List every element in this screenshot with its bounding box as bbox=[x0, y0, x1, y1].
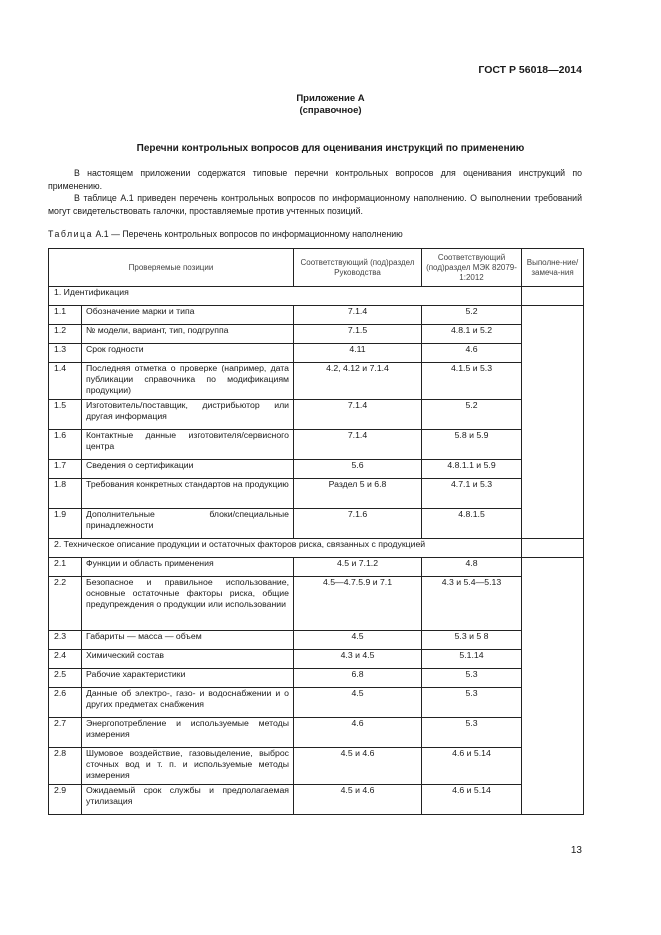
column-header-manual: Соответствующий (под)раздел Руководства bbox=[294, 249, 422, 287]
row-number-cell: 2.2 bbox=[49, 577, 82, 631]
iec-section-cell: 4.1.5 и 5.3 bbox=[422, 363, 522, 400]
iec-section-cell: 5.3 и 5 8 bbox=[422, 631, 522, 650]
row-number-cell: 2.4 bbox=[49, 650, 82, 669]
row-number-cell: 1.3 bbox=[49, 344, 82, 363]
manual-section-cell: 4.5 bbox=[294, 631, 422, 650]
row-number-cell: 2.6 bbox=[49, 688, 82, 718]
row-number-cell: 1.4 bbox=[49, 363, 82, 400]
manual-section-cell: 4.2, 4.12 и 7.1.4 bbox=[294, 363, 422, 400]
column-header-iec: Соответствующий (под)раздел МЭК 82079-1:2012 bbox=[422, 249, 522, 287]
position-text-cell: Функции и область применения bbox=[82, 558, 294, 577]
position-text-cell: № модели, вариант, тип, подгруппа bbox=[82, 325, 294, 344]
table-row bbox=[49, 306, 584, 325]
row-number-cell: 1.7 bbox=[49, 460, 82, 479]
section-title: Перечни контрольных вопросов для оценивания инструкций по применению bbox=[136, 143, 525, 154]
iec-section-cell: 5.2 bbox=[422, 306, 522, 325]
iec-section-cell: 5.3 bbox=[422, 718, 522, 748]
intro-paragraph: В настоящем приложении содержатся типовые перечни контрольных вопросов для оценивания инструкций по применению. bbox=[48, 168, 582, 191]
row-number-cell: 1.2 bbox=[49, 325, 82, 344]
manual-section-cell: 4.5 и 4.6 bbox=[294, 748, 422, 785]
manual-section-cell: 4.5 и 7.1.2 bbox=[294, 558, 422, 577]
table-header-row bbox=[49, 249, 584, 287]
table-row bbox=[49, 460, 584, 479]
iec-section-cell: 4.6 и 5.14 bbox=[422, 748, 522, 785]
position-text-cell: Дополнительные блоки/специальные принадлежности bbox=[82, 509, 294, 539]
table-row bbox=[49, 558, 584, 577]
done-cell bbox=[522, 539, 584, 558]
row-number-cell: 2.9 bbox=[49, 785, 82, 815]
position-text-cell: Шумовое воздействие, газовыделение, выброс сточных вод и т. п. и используемые методы измерения bbox=[82, 748, 294, 785]
iec-section-cell: 4.3 и 5.4—5.13 bbox=[422, 577, 522, 631]
row-number-cell: 1.1 bbox=[49, 306, 82, 325]
iec-section-cell: 5.8 и 5.9 bbox=[422, 430, 522, 460]
position-text-cell: Обозначение марки и типа bbox=[82, 306, 294, 325]
table-row bbox=[49, 748, 584, 785]
section-title-cell: 1. Идентификация bbox=[49, 287, 522, 306]
section-title-cell: 2. Техническое описание продукции и остаточных факторов риска, связанных с продукцией bbox=[49, 539, 522, 558]
position-text-cell: Энергопотребление и используемые методы измерения bbox=[82, 718, 294, 748]
table-row bbox=[49, 688, 584, 718]
iec-section-cell: 5.3 bbox=[422, 669, 522, 688]
document-header: ГОСТ Р 56018—2014 bbox=[478, 64, 582, 76]
position-text-cell: Изготовитель/поставщик, дистрибьютор или другая информация bbox=[82, 400, 294, 430]
column-header-done: Выполне-ние/замеча-ния bbox=[522, 249, 584, 287]
manual-section-cell: 7.1.4 bbox=[294, 430, 422, 460]
manual-section-cell: 4.5 и 4.6 bbox=[294, 785, 422, 815]
manual-section-cell: 4.6 bbox=[294, 718, 422, 748]
manual-section-cell: 7.1.4 bbox=[294, 400, 422, 430]
position-text-cell: Контактные данные изготовителя/сервисного центра bbox=[82, 430, 294, 460]
position-text-cell: Данные об электро-, газо- и водоснабжении и о других предметах снабжения bbox=[82, 688, 294, 718]
annex-subtitle: (справочное) bbox=[299, 105, 362, 116]
manual-section-cell: Раздел 5 и 6.8 bbox=[294, 479, 422, 509]
manual-section-cell: 4.5 bbox=[294, 688, 422, 718]
manual-section-cell: 5.6 bbox=[294, 460, 422, 479]
position-text-cell: Требования конкретных стандартов на продукцию bbox=[82, 479, 294, 509]
iec-section-cell: 5.2 bbox=[422, 400, 522, 430]
table-caption: Таблица А.1 — Перечень контрольных вопросов по информационному наполнению bbox=[48, 229, 403, 239]
table-row bbox=[49, 400, 584, 430]
iec-section-cell: 4.8 bbox=[422, 558, 522, 577]
manual-section-cell: 7.1.6 bbox=[294, 509, 422, 539]
done-cell bbox=[522, 287, 584, 306]
iec-section-cell: 5.1.14 bbox=[422, 650, 522, 669]
position-text-cell: Срок годности bbox=[82, 344, 294, 363]
manual-section-cell: 4.5—4.7.5.9 и 7.1 bbox=[294, 577, 422, 631]
manual-section-cell: 4.11 bbox=[294, 344, 422, 363]
position-text-cell: Сведения о сертификации bbox=[82, 460, 294, 479]
table-row bbox=[49, 669, 584, 688]
row-number-cell: 2.1 bbox=[49, 558, 82, 577]
table-row bbox=[49, 785, 584, 815]
row-number-cell: 2.5 bbox=[49, 669, 82, 688]
manual-section-cell: 4.3 и 4.5 bbox=[294, 650, 422, 669]
row-number-cell: 1.5 bbox=[49, 400, 82, 430]
table-row bbox=[49, 718, 584, 748]
iec-section-cell: 4.8.1.1 и 5.9 bbox=[422, 460, 522, 479]
position-text-cell: Безопасное и правильное использование, основные остаточные факторы риска, общие предупреждения о продукции или использовании bbox=[82, 577, 294, 631]
row-number-cell: 2.8 bbox=[49, 748, 82, 785]
questions-table bbox=[48, 248, 584, 815]
position-text-cell: Последняя отметка о проверке (например, дата публикации справочника по модификациям продукции) bbox=[82, 363, 294, 400]
iec-section-cell: 4.6 bbox=[422, 344, 522, 363]
iec-section-cell: 4.8.1 и 5.2 bbox=[422, 325, 522, 344]
done-cell bbox=[522, 558, 584, 815]
annex-title: Приложение А bbox=[296, 93, 365, 104]
table-row bbox=[49, 430, 584, 460]
iec-section-cell: 4.6 и 5.14 bbox=[422, 785, 522, 815]
row-number-cell: 2.3 bbox=[49, 631, 82, 650]
intro-paragraph: В таблице А.1 приведен перечень контрольных вопросов по информационному наполнению. О выполнении требований могут свидетельствовать галочки, проставляемые против учтенных позиций. bbox=[48, 193, 582, 216]
table-row bbox=[49, 325, 584, 344]
iec-section-cell: 5.3 bbox=[422, 688, 522, 718]
row-number-cell: 1.9 bbox=[49, 509, 82, 539]
table-row bbox=[49, 479, 584, 509]
section-row bbox=[49, 539, 584, 558]
table-row bbox=[49, 577, 584, 631]
page-number: 13 bbox=[570, 845, 582, 856]
table-row bbox=[49, 344, 584, 363]
position-text-cell: Химический состав bbox=[82, 650, 294, 669]
table-row bbox=[49, 631, 584, 650]
column-header-positions: Проверяемые позиции bbox=[49, 249, 294, 287]
iec-section-cell: 4.8.1.5 bbox=[422, 509, 522, 539]
manual-section-cell: 7.1.5 bbox=[294, 325, 422, 344]
position-text-cell: Ожидаемый срок службы и предполагаемая утилизация bbox=[82, 785, 294, 815]
manual-section-cell: 7.1.4 bbox=[294, 306, 422, 325]
row-number-cell: 1.8 bbox=[49, 479, 82, 509]
manual-section-cell: 6.8 bbox=[294, 669, 422, 688]
position-text-cell: Рабочие характеристики bbox=[82, 669, 294, 688]
row-number-cell: 1.6 bbox=[49, 430, 82, 460]
iec-section-cell: 4.7.1 и 5.3 bbox=[422, 479, 522, 509]
table-row bbox=[49, 650, 584, 669]
section-row bbox=[49, 287, 584, 306]
row-number-cell: 2.7 bbox=[49, 718, 82, 748]
table-row bbox=[49, 509, 584, 539]
table-row bbox=[49, 363, 584, 400]
done-cell bbox=[522, 306, 584, 539]
position-text-cell: Габариты — масса — объем bbox=[82, 631, 294, 650]
